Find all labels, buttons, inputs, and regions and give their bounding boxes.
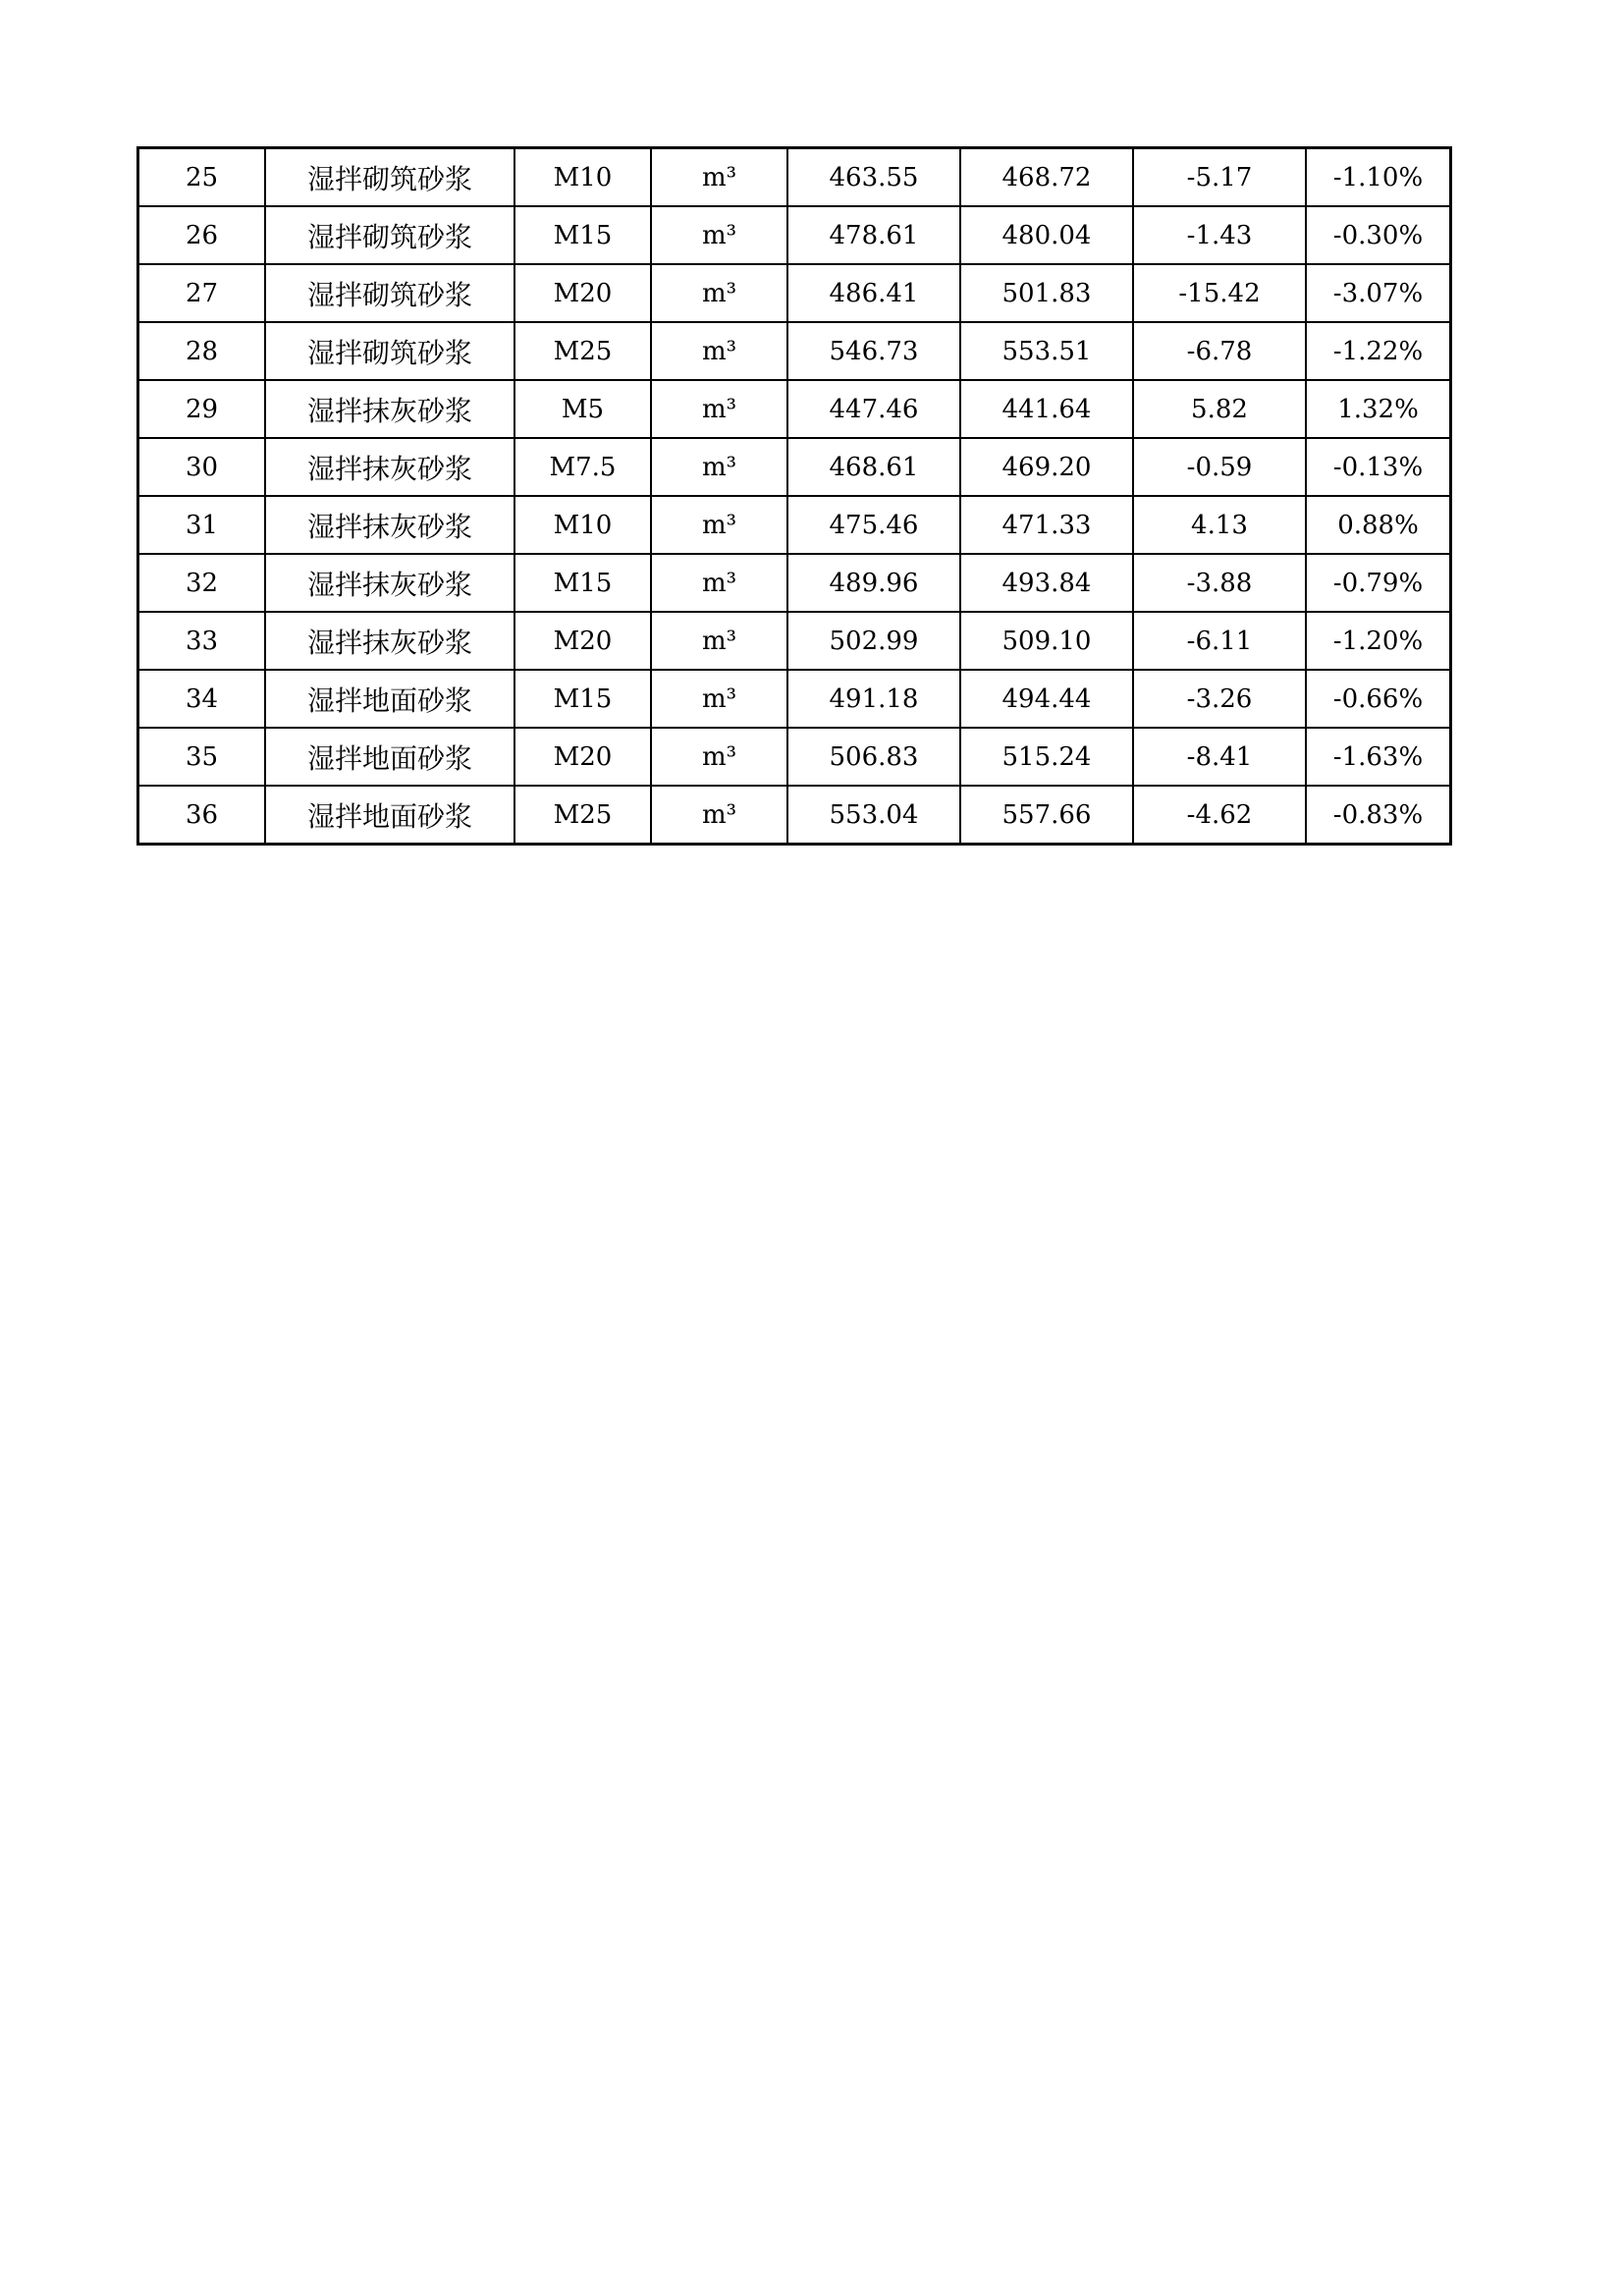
difference-cell: -3.88 (1133, 554, 1306, 612)
change-ratio-cell: 1.32% (1306, 380, 1451, 438)
grade-cell: M25 (514, 786, 651, 845)
table-row (138, 148, 1451, 207)
unit-cell: m³ (651, 380, 787, 438)
table-row (138, 322, 1451, 380)
difference-cell: -1.43 (1133, 206, 1306, 264)
grade-cell: M20 (514, 612, 651, 670)
row-number-cell: 35 (138, 728, 266, 786)
difference-cell: -8.41 (1133, 728, 1306, 786)
unit-cell: m³ (651, 786, 787, 845)
change-ratio-cell: -3.07% (1306, 264, 1451, 322)
change-ratio-cell: -0.79% (1306, 554, 1451, 612)
unit-cell: m³ (651, 206, 787, 264)
unit-cell: m³ (651, 264, 787, 322)
row-number-cell: 33 (138, 612, 266, 670)
grade-cell: M15 (514, 670, 651, 728)
change-ratio-cell: -0.66% (1306, 670, 1451, 728)
material-name-cell: 湿拌地面砂浆 (265, 786, 514, 845)
grade-cell: M25 (514, 322, 651, 380)
change-ratio-cell: -0.83% (1306, 786, 1451, 845)
price-b-cell: 441.64 (960, 380, 1133, 438)
price-b-cell: 501.83 (960, 264, 1133, 322)
difference-cell: -6.78 (1133, 322, 1306, 380)
price-b-cell: 469.20 (960, 438, 1133, 496)
difference-cell: -4.62 (1133, 786, 1306, 845)
row-number-cell: 31 (138, 496, 266, 554)
price-b-cell: 471.33 (960, 496, 1133, 554)
difference-cell: -6.11 (1133, 612, 1306, 670)
table-row (138, 438, 1451, 496)
table-row (138, 206, 1451, 264)
table-row (138, 554, 1451, 612)
table-row (138, 496, 1451, 554)
material-name-cell: 湿拌抹灰砂浆 (265, 612, 514, 670)
grade-cell: M20 (514, 728, 651, 786)
difference-cell: -0.59 (1133, 438, 1306, 496)
unit-cell: m³ (651, 496, 787, 554)
material-name-cell: 湿拌抹灰砂浆 (265, 554, 514, 612)
price-a-cell: 468.61 (787, 438, 960, 496)
price-a-cell: 486.41 (787, 264, 960, 322)
table-row (138, 786, 1451, 845)
material-name-cell: 湿拌砌筑砂浆 (265, 322, 514, 380)
change-ratio-cell: -0.13% (1306, 438, 1451, 496)
grade-cell: M10 (514, 496, 651, 554)
price-b-cell: 509.10 (960, 612, 1133, 670)
grade-cell: M5 (514, 380, 651, 438)
row-number-cell: 32 (138, 554, 266, 612)
price-b-cell: 494.44 (960, 670, 1133, 728)
material-name-cell: 湿拌抹灰砂浆 (265, 496, 514, 554)
change-ratio-cell: 0.88% (1306, 496, 1451, 554)
difference-cell: -3.26 (1133, 670, 1306, 728)
material-name-cell: 湿拌砌筑砂浆 (265, 206, 514, 264)
grade-cell: M20 (514, 264, 651, 322)
row-number-cell: 28 (138, 322, 266, 380)
material-name-cell: 湿拌地面砂浆 (265, 670, 514, 728)
price-b-cell: 480.04 (960, 206, 1133, 264)
table-row (138, 612, 1451, 670)
difference-cell: 4.13 (1133, 496, 1306, 554)
row-number-cell: 29 (138, 380, 266, 438)
table-row (138, 264, 1451, 322)
price-a-cell: 489.96 (787, 554, 960, 612)
difference-cell: -15.42 (1133, 264, 1306, 322)
table-body (138, 148, 1451, 845)
row-number-cell: 30 (138, 438, 266, 496)
unit-cell: m³ (651, 148, 787, 207)
material-name-cell: 湿拌砌筑砂浆 (265, 264, 514, 322)
material-name-cell: 湿拌地面砂浆 (265, 728, 514, 786)
price-a-cell: 463.55 (787, 148, 960, 207)
change-ratio-cell: -1.20% (1306, 612, 1451, 670)
grade-cell: M15 (514, 554, 651, 612)
row-number-cell: 26 (138, 206, 266, 264)
price-b-cell: 553.51 (960, 322, 1133, 380)
grade-cell: M15 (514, 206, 651, 264)
change-ratio-cell: -1.63% (1306, 728, 1451, 786)
price-b-cell: 493.84 (960, 554, 1133, 612)
material-name-cell: 湿拌抹灰砂浆 (265, 380, 514, 438)
unit-cell: m³ (651, 612, 787, 670)
price-a-cell: 478.61 (787, 206, 960, 264)
unit-cell: m³ (651, 554, 787, 612)
price-b-cell: 557.66 (960, 786, 1133, 845)
difference-cell: 5.82 (1133, 380, 1306, 438)
unit-cell: m³ (651, 670, 787, 728)
price-b-cell: 515.24 (960, 728, 1133, 786)
row-number-cell: 36 (138, 786, 266, 845)
grade-cell: M7.5 (514, 438, 651, 496)
difference-cell: -5.17 (1133, 148, 1306, 207)
table-row (138, 670, 1451, 728)
change-ratio-cell: -1.22% (1306, 322, 1451, 380)
table-row (138, 728, 1451, 786)
row-number-cell: 25 (138, 148, 266, 207)
row-number-cell: 27 (138, 264, 266, 322)
price-b-cell: 468.72 (960, 148, 1133, 207)
price-a-cell: 546.73 (787, 322, 960, 380)
price-a-cell: 506.83 (787, 728, 960, 786)
price-a-cell: 491.18 (787, 670, 960, 728)
unit-cell: m³ (651, 728, 787, 786)
price-a-cell: 475.46 (787, 496, 960, 554)
change-ratio-cell: -1.10% (1306, 148, 1451, 207)
unit-cell: m³ (651, 322, 787, 380)
unit-cell: m³ (651, 438, 787, 496)
material-name-cell: 湿拌砌筑砂浆 (265, 148, 514, 207)
change-ratio-cell: -0.30% (1306, 206, 1451, 264)
price-a-cell: 553.04 (787, 786, 960, 845)
material-name-cell: 湿拌抹灰砂浆 (265, 438, 514, 496)
grade-cell: M10 (514, 148, 651, 207)
price-a-cell: 502.99 (787, 612, 960, 670)
price-table (136, 146, 1452, 846)
row-number-cell: 34 (138, 670, 266, 728)
price-a-cell: 447.46 (787, 380, 960, 438)
table-row (138, 380, 1451, 438)
